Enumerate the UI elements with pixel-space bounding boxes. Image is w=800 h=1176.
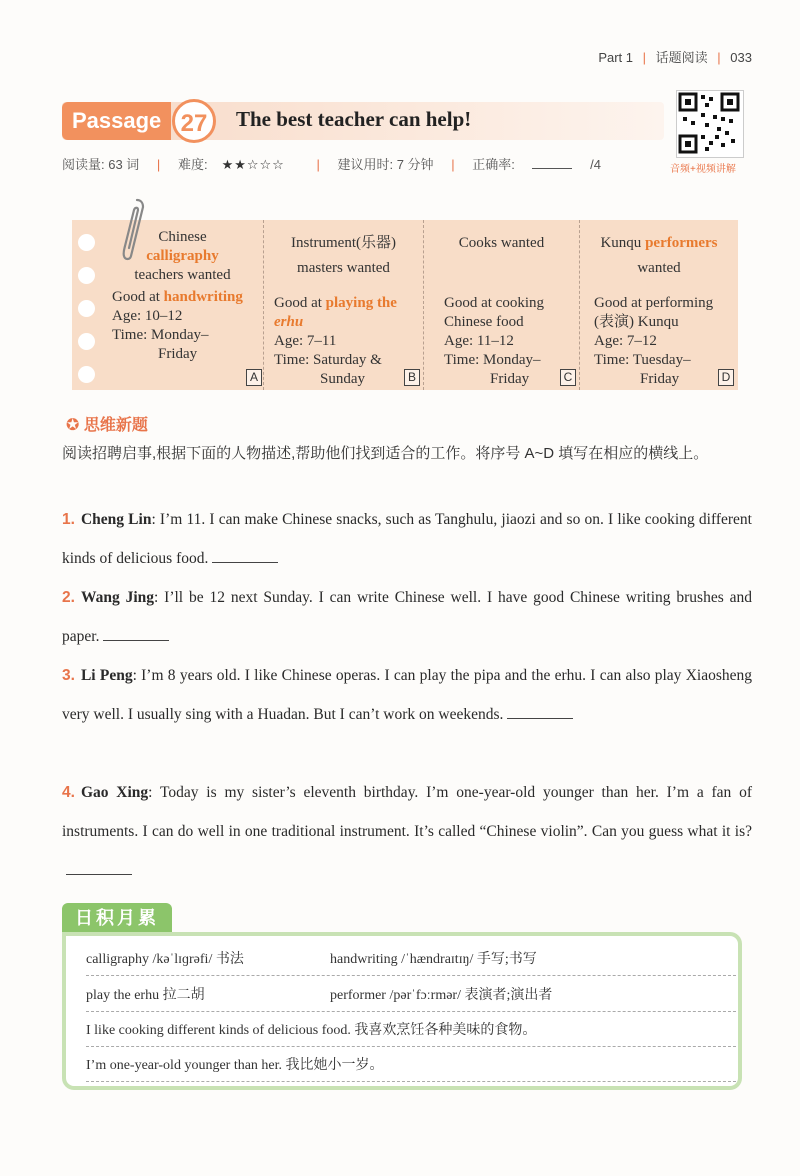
ad-letter: C [560, 369, 576, 386]
part-label: Part 1 [598, 50, 633, 65]
binder-hole-icon [78, 300, 95, 317]
vocab-row: play the erhu 拉二胡 performer /pərˈfɔːrmər/ 表演者;演出者 [86, 981, 736, 1012]
answer-blank[interactable] [66, 874, 132, 875]
qr-code[interactable] [676, 90, 744, 158]
page-number: 033 [730, 50, 752, 65]
ad-b: Instrument(乐器) masters wanted Good at playing the erhu Age: 7–11 Time: Saturday & Sunday B [264, 220, 424, 390]
difficulty-stars-icon: ★★☆☆☆ [221, 157, 285, 172]
section-title: ✪ 思维新题 [66, 417, 148, 434]
vocab-row: I’m one-year-old younger than her. 我比她小一岁。 [86, 1051, 736, 1082]
binder-holes [78, 234, 95, 399]
ad-letter: B [404, 369, 420, 386]
section-label: 话题阅读 [655, 50, 708, 65]
suggested-time: 建议用时: 7 分钟 [337, 157, 434, 172]
question-2: 2. Wang Jing: I’ll be 12 next Sunday. I can write Chinese well. I have good Chinese writing brushes and paper. [62, 589, 752, 645]
accuracy-blank[interactable] [532, 168, 572, 169]
meta-line: 阅读量: 63 词 | 难度: ★★☆☆☆ | 建议用时: 7 分钟 | 正确率: /4 [62, 154, 629, 173]
difficulty: 难度: ★★☆☆☆ [177, 157, 285, 172]
passage-title: The best teacher can help! [236, 107, 472, 131]
vocab-title: 日积月累 [62, 903, 172, 933]
qr-label: 音频+视频讲解 [670, 164, 736, 175]
binder-hole-icon [78, 267, 95, 284]
answer-blank[interactable] [507, 718, 573, 719]
answer-blank[interactable] [212, 562, 278, 563]
vocab-row: calligraphy /kəˈlɪɡrəfi/ 书法 handwriting /ˈhændraɪtɪŋ/ 手写;书写 [86, 945, 736, 976]
ad-c: Cooks wanted Good at cooking Chinese food Age: 11–12 Time: Monday– Friday C [424, 220, 580, 390]
question-1: 1. Cheng Lin: I’m 11. I can make Chinese snacks, such as Tanghulu, jiaozi and so on. I like cooking different kinds of delicious food. [62, 511, 752, 567]
ad-a: Chinese calligraphy teachers wanted Good at handwriting Age: 10–12 Time: Monday– Friday A [102, 220, 264, 390]
lightbulb-icon: ✪ [66, 417, 80, 434]
ad-d: Kunqu performers wanted Good at performing (表演) Kunqu Age: 7–12 Time: Tuesday– Friday D [580, 220, 738, 390]
answer-blank[interactable] [103, 640, 169, 641]
page-header: Part 1 | 话题阅读 | 033 [598, 50, 752, 65]
passage-label: Passage [62, 102, 171, 140]
binder-hole-icon [78, 366, 95, 383]
binder-hole-icon [78, 333, 95, 350]
binder-hole-icon [78, 234, 95, 251]
passage-number: 27 [172, 99, 216, 143]
question-3: 3. Li Peng: I’m 8 years old. I like Chinese operas. I can play the pipa and the erhu. I can also play Xiaosheng very well. I usually sing with a Huadan. But I can’t work on weekends. [62, 667, 752, 723]
question-4: 4. Gao Xing: Today is my sister’s eleventh birthday. I’m one-year-old younger than her. I’m a fan of instruments. I can do well in one traditional instrument. It’s called “Chinese violin”. Can you guess what it is? [62, 773, 752, 890]
vocab-row: I like cooking different kinds of delicious food. 我喜欢烹饪各种美味的食物。 [86, 1016, 736, 1047]
ad-letter: A [246, 369, 262, 386]
word-count: 阅读量: 63 词 [62, 157, 140, 172]
ad-letter: D [718, 369, 734, 386]
instruction-text: 阅读招聘启事,根据下面的人物描述,帮助他们找到适合的工作。将序号 A~D 填写在相应的横线上。 [62, 445, 709, 462]
accuracy: 正确率: /4 [472, 157, 601, 172]
